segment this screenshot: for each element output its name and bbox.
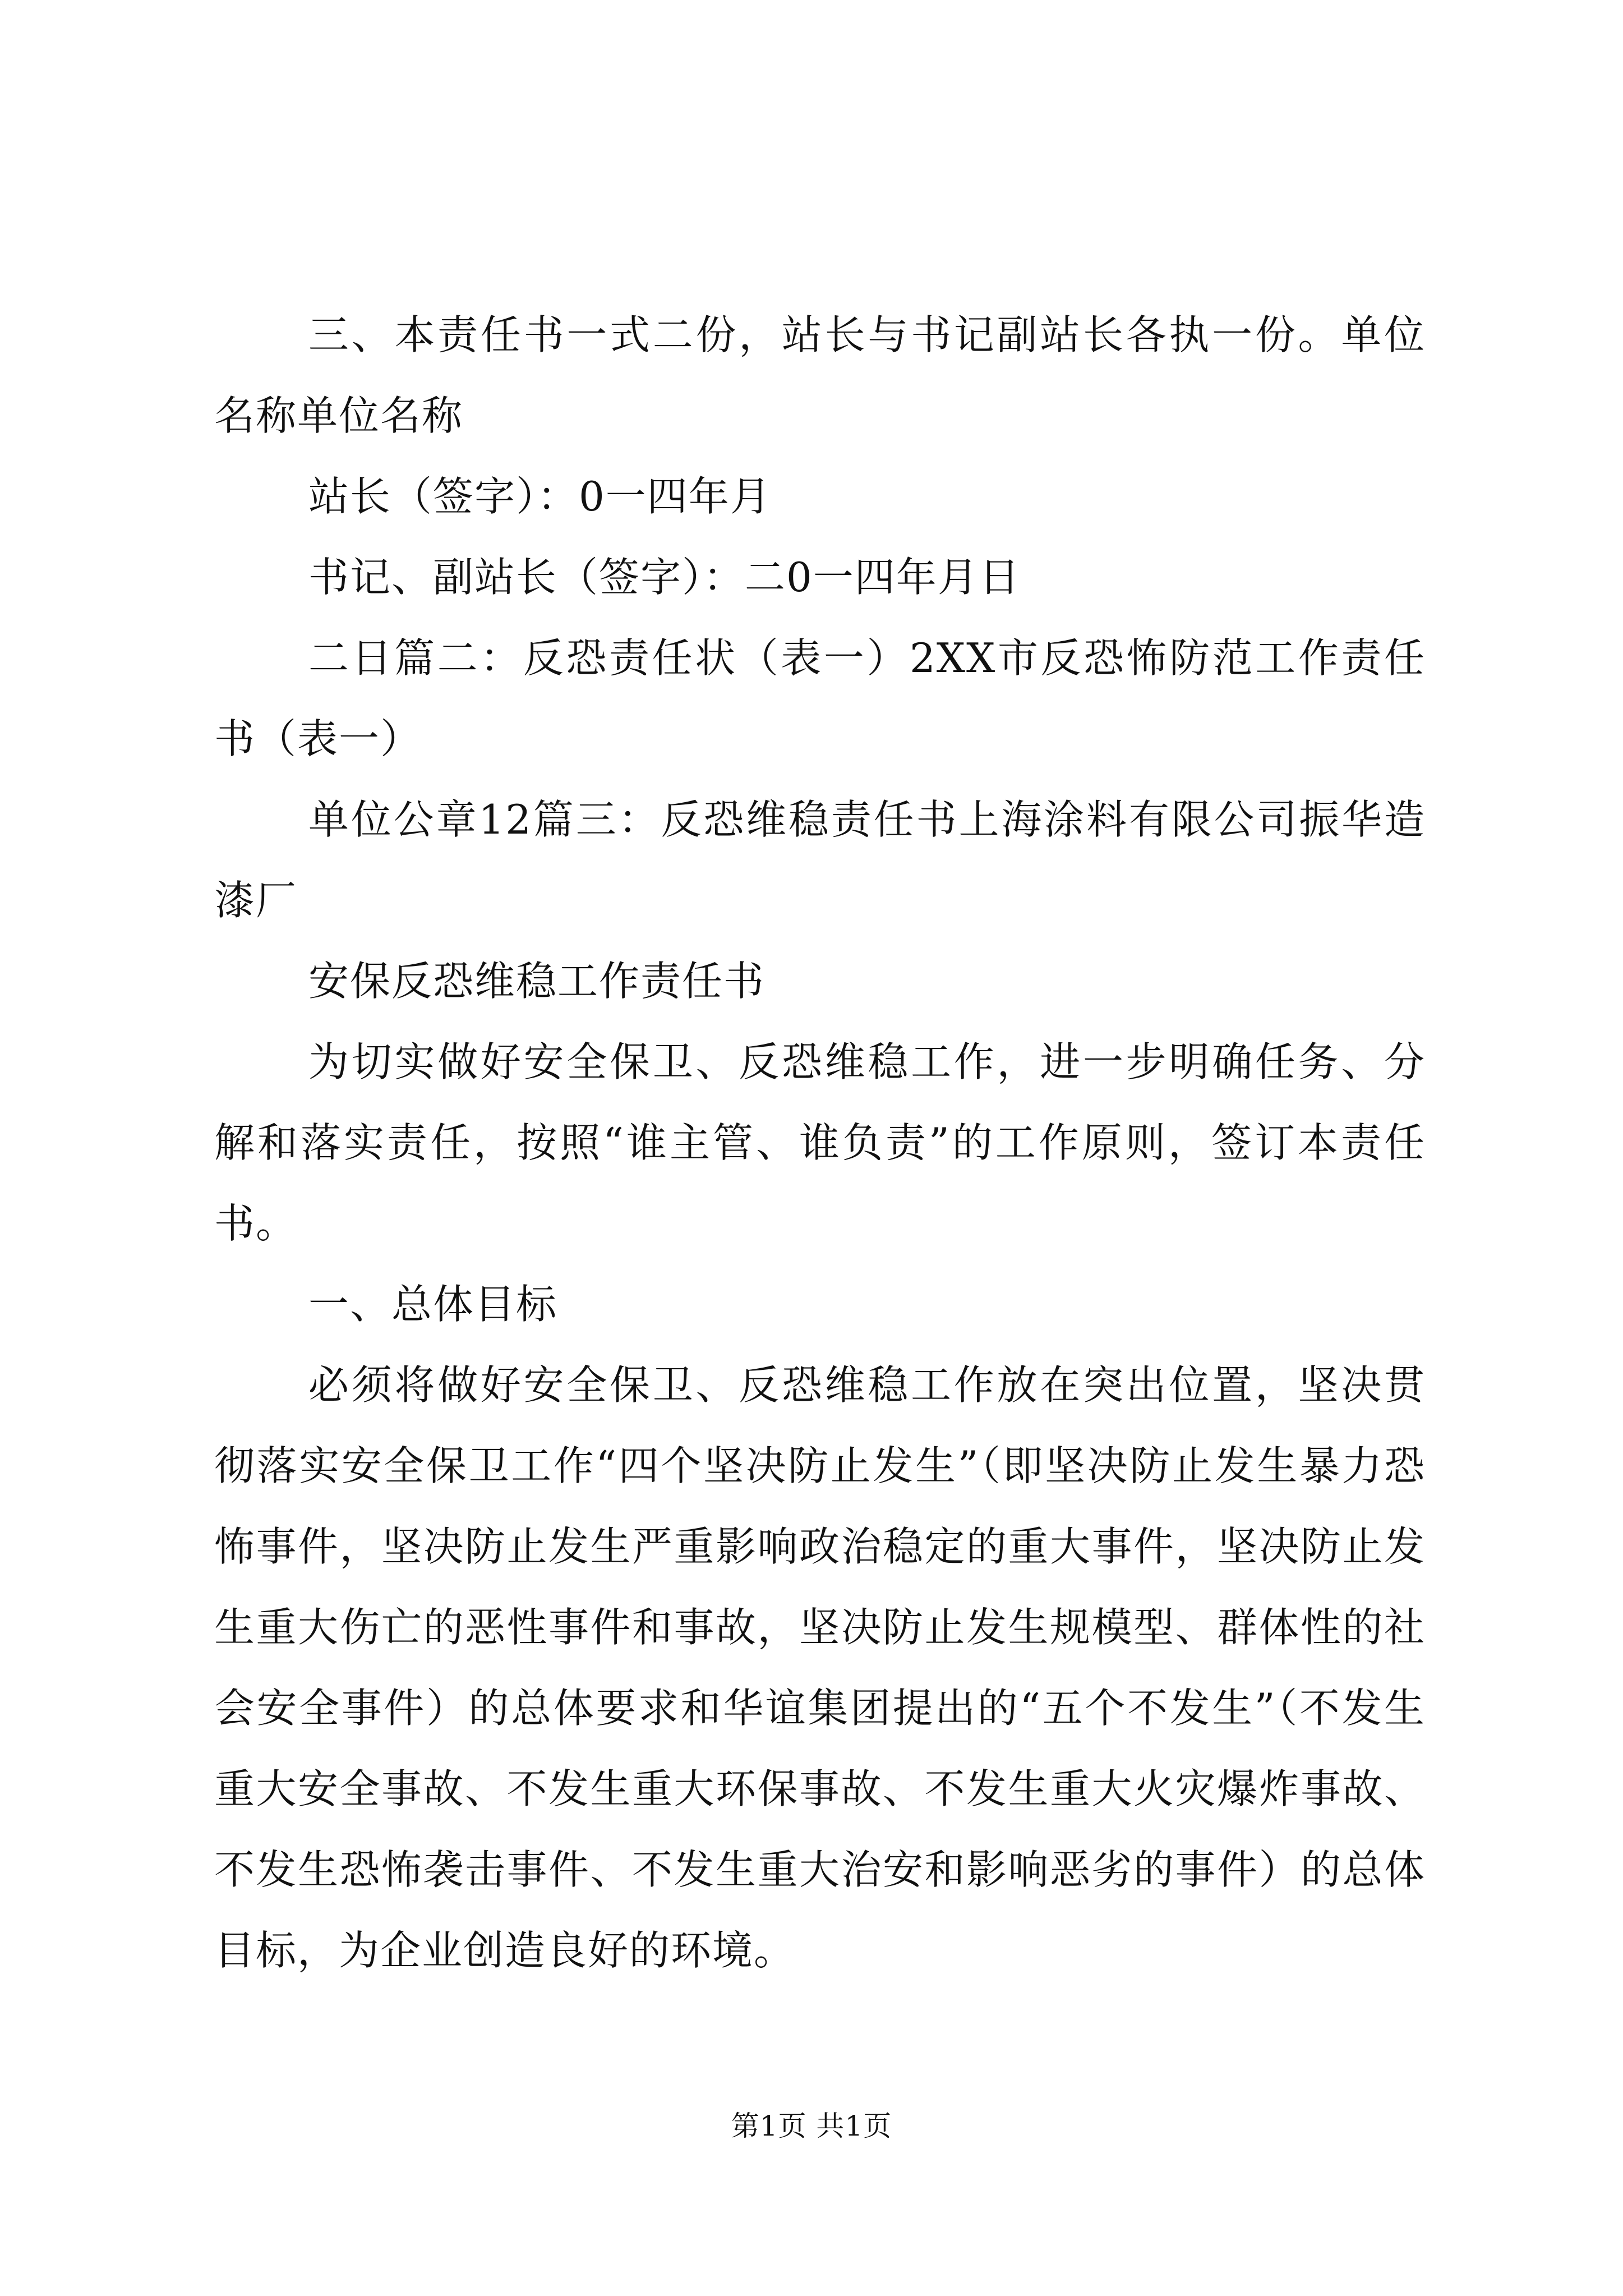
document-body bbox=[214, 295, 1426, 1991]
paragraph-document-title: 安保反恐维稳工作责任书 bbox=[308, 958, 766, 1005]
page-footer: 第1页 共1页 bbox=[731, 2110, 892, 2142]
paragraph-part-three-heading: 单位公章12篇三：反恐维稳责任书上海涂料有限公司振华造漆厂 bbox=[214, 796, 1426, 924]
paragraph-preamble: 为切实做好安全保卫、反恐维稳工作，进一步明确任务、分解和落实责任，按照“谁主管、谁负责”的工作原则，签订本责任书。 bbox=[214, 1038, 1426, 1247]
paragraph-secretary-signature: 书记、副站长（签字）：二0一四年月日 bbox=[308, 554, 1021, 601]
paragraph-stationmaster-signature: 站长（签字）：0一四年月 bbox=[308, 473, 772, 520]
paragraph-copies-clause: 三、本责任书一式二份，站长与书记副站长各执一份。单位名称单位名称 bbox=[214, 311, 1426, 439]
paragraph-part-two-heading: 二日篇二：反恐责任状（表一）2XX市反恐怖防范工作责任书（表一） bbox=[214, 634, 1426, 762]
paragraph-overall-goal: 必须将做好安全保卫、反恐维稳工作放在突出位置，坚决贯彻落实安全保卫工作“四个坚决防止发生”（即坚决防止发生暴力恐怖事件，坚决防止发生严重影响政治稳定的重大事件，坚决防止发生重大伤亡的恶性事件和事故，坚决防止发生规模型、群体性的社会安全事件）的总体要求和华谊集团提出的“五个不发生”（不发生重大安全事故、不发生重大环保事故、不发生重大火灾爆炸事故、不发生恐怖袭击事件、不发生重大治安和影响恶劣的事件）的总体目标，为企业创造良好的环境。 bbox=[214, 1361, 1426, 1974]
paragraph-section-one-heading: 一、总体目标 bbox=[308, 1281, 558, 1328]
